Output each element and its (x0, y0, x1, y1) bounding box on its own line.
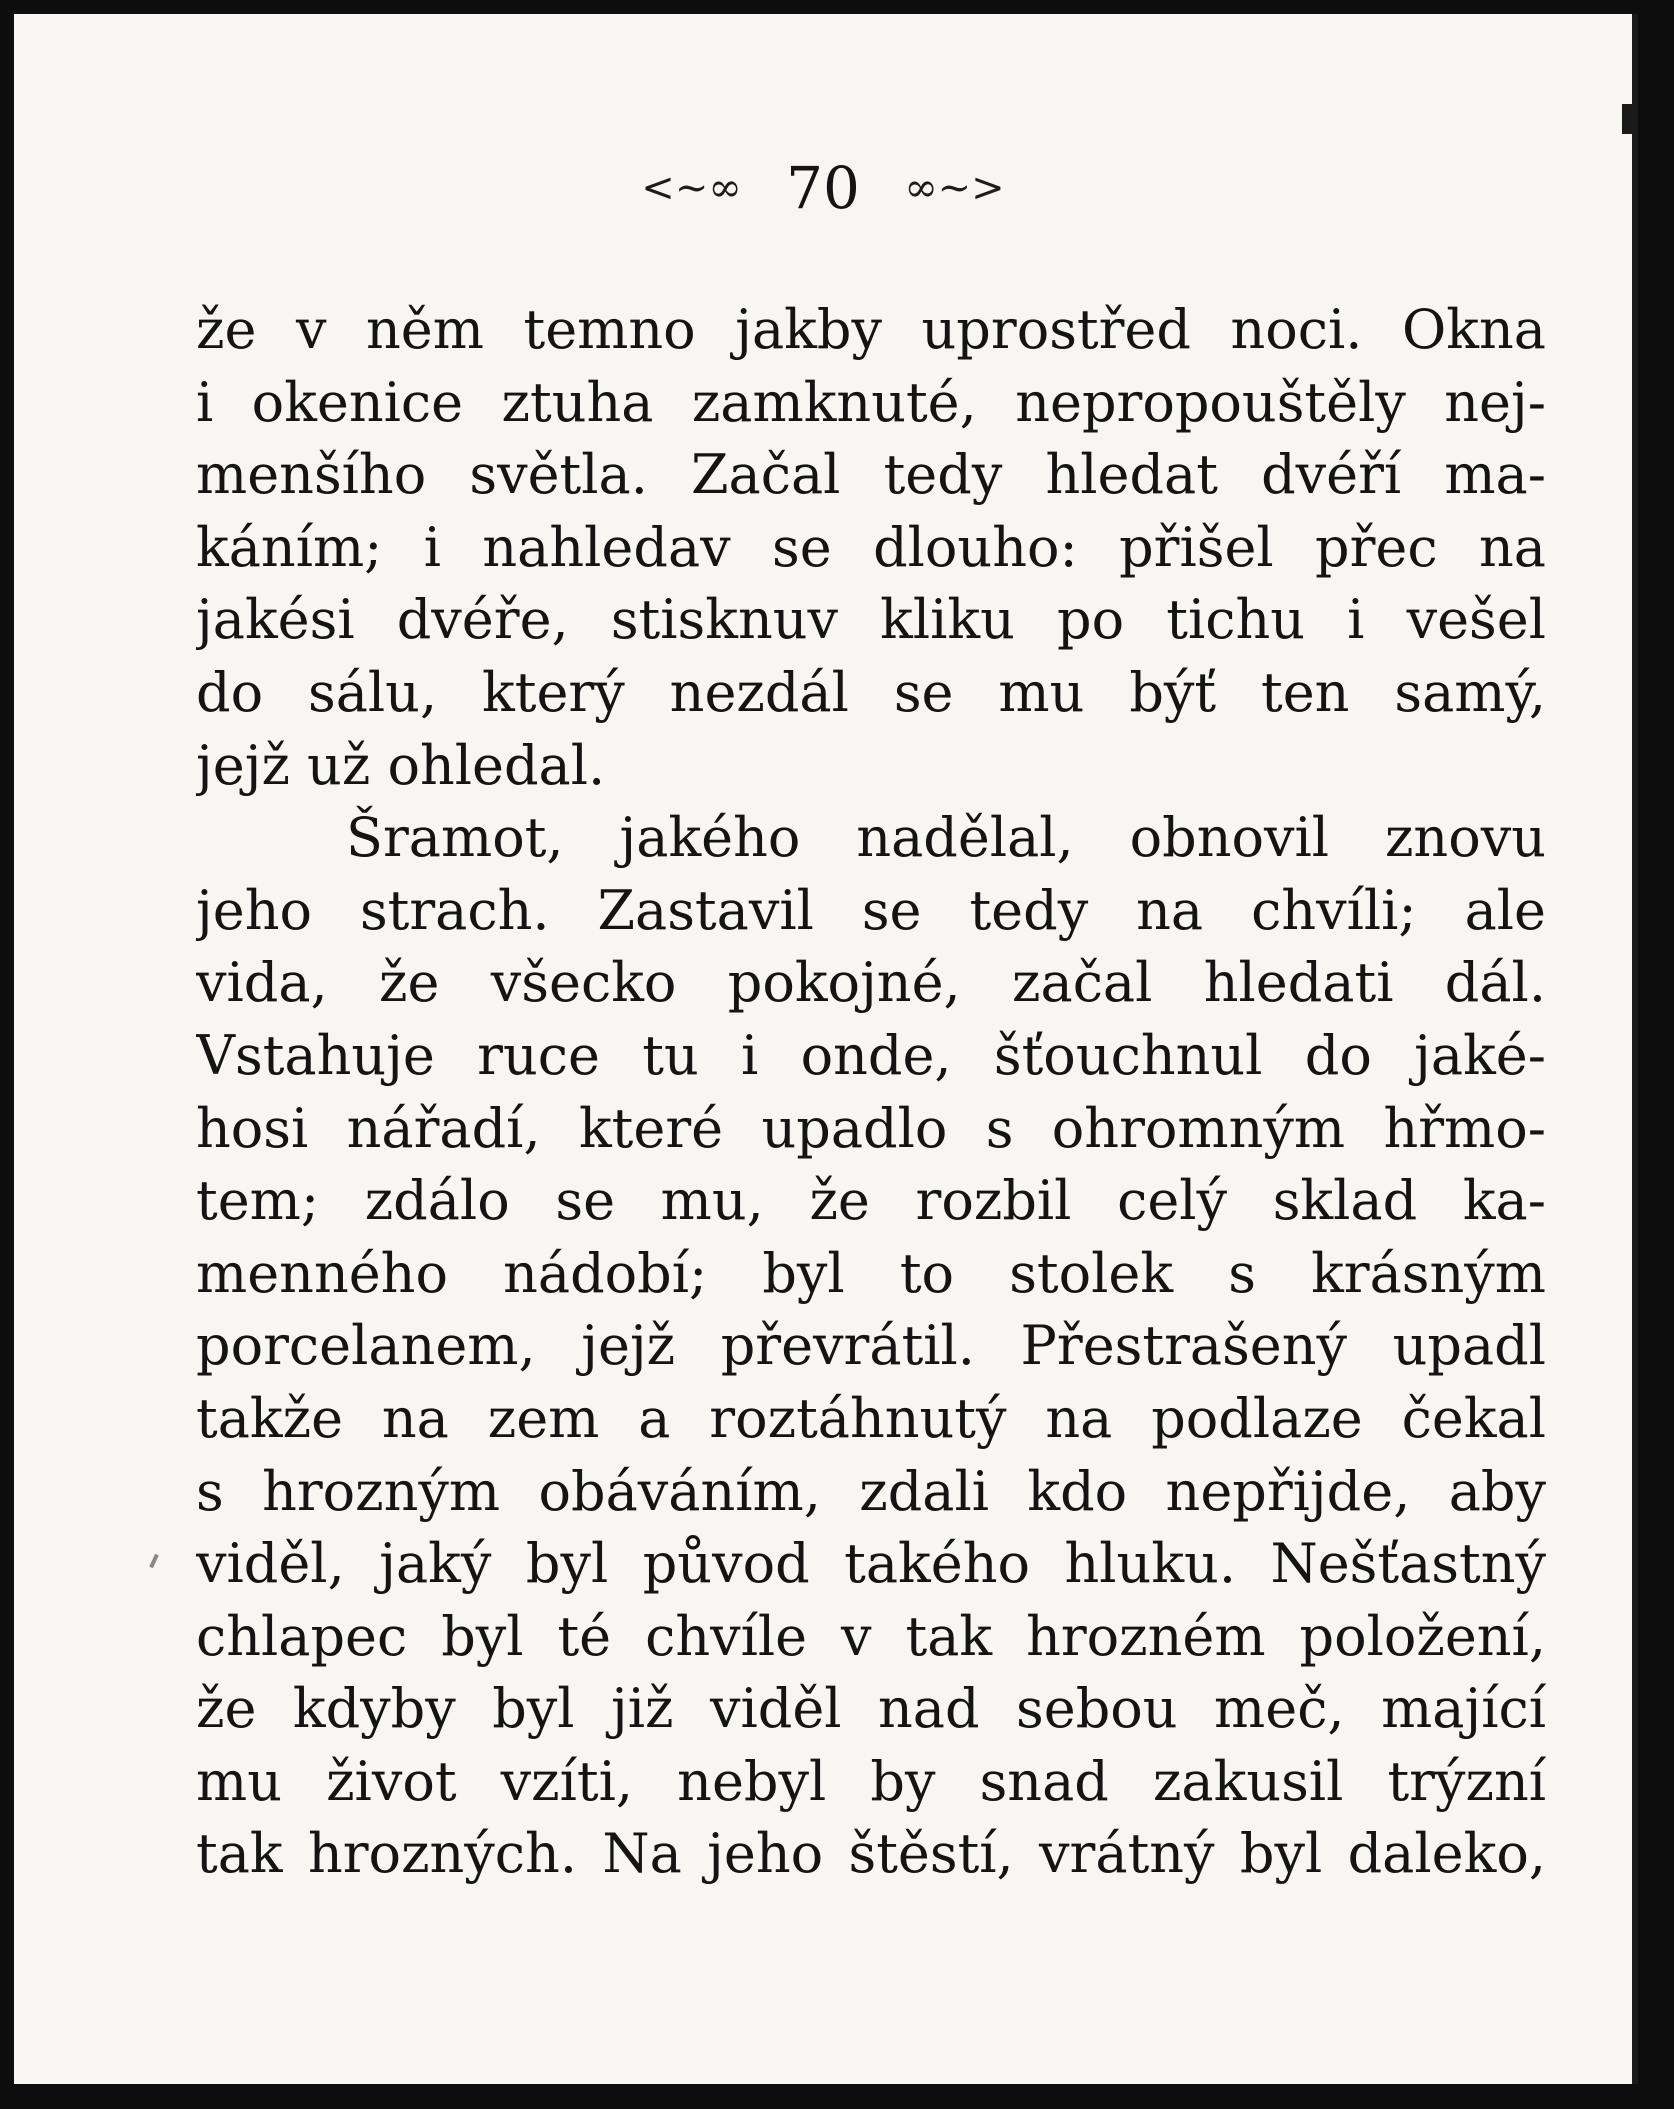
text-line: že v něm temno jakby uprostřed noci. Okna (196, 298, 1546, 361)
margin-speck (149, 1554, 159, 1568)
text-line: porcelanem, jejž převrátil. Přestrašený upadl (196, 1314, 1546, 1378)
text-line: tem; zdálo se mu, že rozbil celý sklad ka- (196, 1169, 1546, 1233)
text-line: hosi nářadí, které upadlo s ohromným hřmo- (196, 1096, 1546, 1160)
paragraph-first-line: Šramot, jakého nadělal, obnovil znovu (346, 806, 1546, 870)
text-line: menného nádobí; byl to stolek s krásným (196, 1241, 1546, 1305)
text-line: káním; i nahledav se dlouho: přišel přec na (196, 515, 1546, 579)
body-text (196, 294, 1546, 1891)
ornament-right-icon: ∞~> (904, 164, 1005, 211)
text-line: i okenice ztuha zamknuté, nepropouštěly nej- (196, 370, 1546, 434)
text-line: viděl, jaký byl původ takého hluku. Nešťastný (196, 1532, 1546, 1596)
text-line: jeho strach. Zastavil se tedy na chvíli; ale (196, 878, 1546, 942)
text-line: že kdyby byl již viděl nad sebou meč, mající (196, 1677, 1546, 1741)
book-page (14, 14, 1638, 2084)
text-line: chlapec byl té chvíle v tak hrozném položení, (196, 1604, 1546, 1668)
text-line: vida, že všecko pokojné, začal hledati dál. (196, 951, 1546, 1015)
ornament-left-icon: <~∞ (641, 164, 742, 211)
text-line: mu život vzíti, nebyl by snad zakusil trýzní (196, 1749, 1546, 1813)
text-line: menšího světla. Začal tedy hledat dvéří ma- (196, 443, 1546, 507)
text-line: jakési dvéře, stisknuv kliku po tichu i vešel (196, 588, 1546, 652)
text-line: s hrozným obáváním, zdali kdo nepřijde, aby (196, 1459, 1546, 1523)
text-line: jejž už ohledal. (196, 733, 606, 797)
text-line: Vstahuje ruce tu i onde, šťouchnul do jaké- (196, 1023, 1546, 1087)
page-header (14, 153, 1632, 222)
text-line: takže na zem a roztáhnutý na podlaze čekal (196, 1386, 1546, 1450)
page-edge-mark (1622, 104, 1632, 134)
text-line: do sálu, který nezdál se mu býť ten samý, (196, 660, 1546, 724)
text-line: tak hrozných. Na jeho štěstí, vrátný byl daleko, (196, 1822, 1546, 1886)
page-number: 70 (786, 153, 860, 222)
